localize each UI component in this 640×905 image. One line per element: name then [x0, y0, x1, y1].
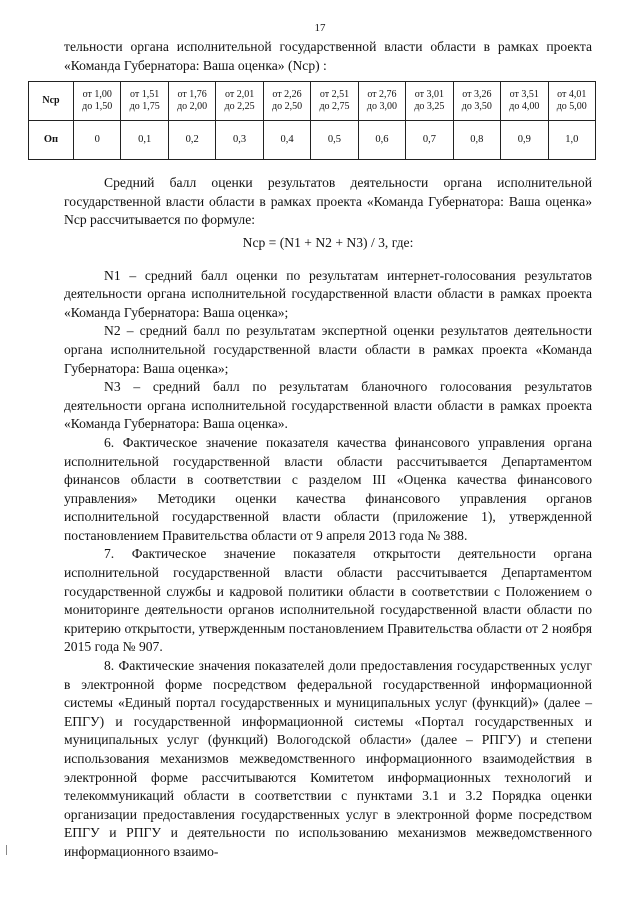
range-to: до 4,00 [509, 101, 540, 113]
range-to: до 2,75 [319, 101, 350, 113]
range-cell [121, 82, 168, 121]
value-cell: 0,1 [121, 121, 168, 160]
value-cell: 0 [74, 121, 121, 160]
paragraph-n2: N2 – средний балл по результатам экспертной оценки результатов деятельности органа исполнительной государственной власти области в рамках проекта «Команда Губернатора: Ваша оценка»; [64, 323, 592, 376]
range-to: до 3,25 [414, 101, 445, 113]
row-head-o: Оп [29, 121, 74, 160]
range-from: от 2,01 [224, 89, 255, 101]
value-cell: 0,8 [453, 121, 500, 160]
value-cell: 0,5 [311, 121, 358, 160]
value-cell: 0,9 [501, 121, 548, 160]
paragraph-average: Средний балл оценки результатов деятельности органа исполнительной государственной власти области в рамках проекта «Команда Губернатора: Ваша оценка» Nср рассчитывается по формуле: [64, 175, 592, 228]
row-head-n: Nср [29, 82, 74, 121]
range-to: до 1,75 [129, 101, 160, 113]
range-cell [74, 82, 121, 121]
document-body [42, 38, 592, 862]
range-from: от 1,76 [177, 89, 207, 101]
range-cell [168, 82, 215, 121]
page-number: 17 [314, 22, 326, 34]
score-table [28, 81, 596, 160]
range-from: от 3,51 [509, 89, 539, 101]
range-from: от 2,76 [367, 89, 397, 101]
range-from: от 3,26 [462, 89, 492, 101]
range-to: до 2,50 [271, 101, 303, 113]
range-from: от 2,51 [319, 89, 350, 101]
range-cell [263, 82, 310, 121]
range-to: до 2,25 [224, 101, 255, 113]
range-from: от 1,51 [130, 89, 160, 101]
margin-mark [6, 845, 7, 855]
range-from: от 4,01 [557, 89, 587, 101]
paragraph-n3: N3 – средний балл по результатам бланочного голосования результатов деятельности органа исполнительной государственной власти области в рамках проекта «Команда Губернатора: Ваша оценка». [64, 379, 592, 432]
range-cell [358, 82, 405, 121]
score-table-wrap [28, 81, 592, 160]
value-cell: 0,4 [263, 121, 310, 160]
paragraph-6: 6. Фактическое значение показателя качества финансового управления органа исполнительной государственной власти области рассчитывается Департаментом финансов области в соответствии с разделом III «Оценка качества финансового управления» Методики оценки качества финансового управления органов исполнительной государственной власти области (приложение 1), утвержденной постановлением Правительства области от 9 апреля 2013 года № 388. [64, 434, 592, 543]
value-cell: 1,0 [548, 121, 595, 160]
value-cell: 0,2 [168, 121, 215, 160]
range-to: до 5,00 [556, 101, 587, 113]
paragraph-7: 7. Фактическое значение показателя открытости деятельности органа исполнительной государственной власти области рассчитывается Департаментом государственной службы и кадровой политики области в соответствии с Положением о мониторинге деятельности органов исполнительной государственной власти области по критерию открытости, утвержденным постановлением Правительства области от 2 ноября 2015 года № 907. [64, 546, 592, 655]
range-cell [548, 82, 595, 121]
range-to: до 3,00 [366, 101, 397, 113]
value-cell: 0,3 [216, 121, 263, 160]
value-cell: 0,7 [406, 121, 453, 160]
range-from: от 3,01 [414, 89, 445, 101]
range-to: до 1,50 [82, 101, 113, 113]
range-cell [501, 82, 548, 121]
intro-paragraph: тельности органа исполнительной государственной власти области в рамках проекта «Команда Губернатора: Ваша оценка» (Nср) : [64, 39, 592, 73]
value-cell: 0,6 [358, 121, 405, 160]
range-from: от 2,26 [272, 89, 302, 101]
paragraph-8: 8. Фактические значения показателей доли предоставления государственных услуг в электронной форме посредством федеральной государственной информационной системы «Единый портал государственных и муниципальных услуг (функций)» (далее – ЕПГУ) и государственной информационной системы «Портал государственных и муниципальных услуг (функций) Вологодской области» (далее – РПГУ) и степени использования механизмов межведомственного информационного взаимодействия в электронной форме рассчитываются Комитетом информационных технологий и телекоммуникаций области в соответствии с пунктами 3.1 и 3.2 Порядка оценки организации предоставления государственных услуг в электронной форме посредством ЕПГУ и РПГУ и деятельности по использованию механизмов межведомственного информационного взаимо- [64, 658, 592, 859]
formula: Nср = (N1 + N2 + N3) / 3, где: [242, 234, 414, 250]
range-cell [216, 82, 263, 121]
table-row-values [29, 121, 596, 160]
table-row-ranges [29, 82, 596, 121]
range-cell [453, 82, 500, 121]
range-cell [311, 82, 358, 121]
paragraph-n1: N1 – средний балл оценки по результатам интернет-голосования результатов деятельности органа исполнительной государственной власти области в рамках проекта «Команда Губернатора: Ваша оценка»; [64, 267, 592, 320]
range-cell [406, 82, 453, 121]
range-to: до 2,00 [177, 101, 208, 113]
range-from: от 1,00 [82, 89, 112, 101]
range-to: до 3,50 [461, 101, 492, 113]
